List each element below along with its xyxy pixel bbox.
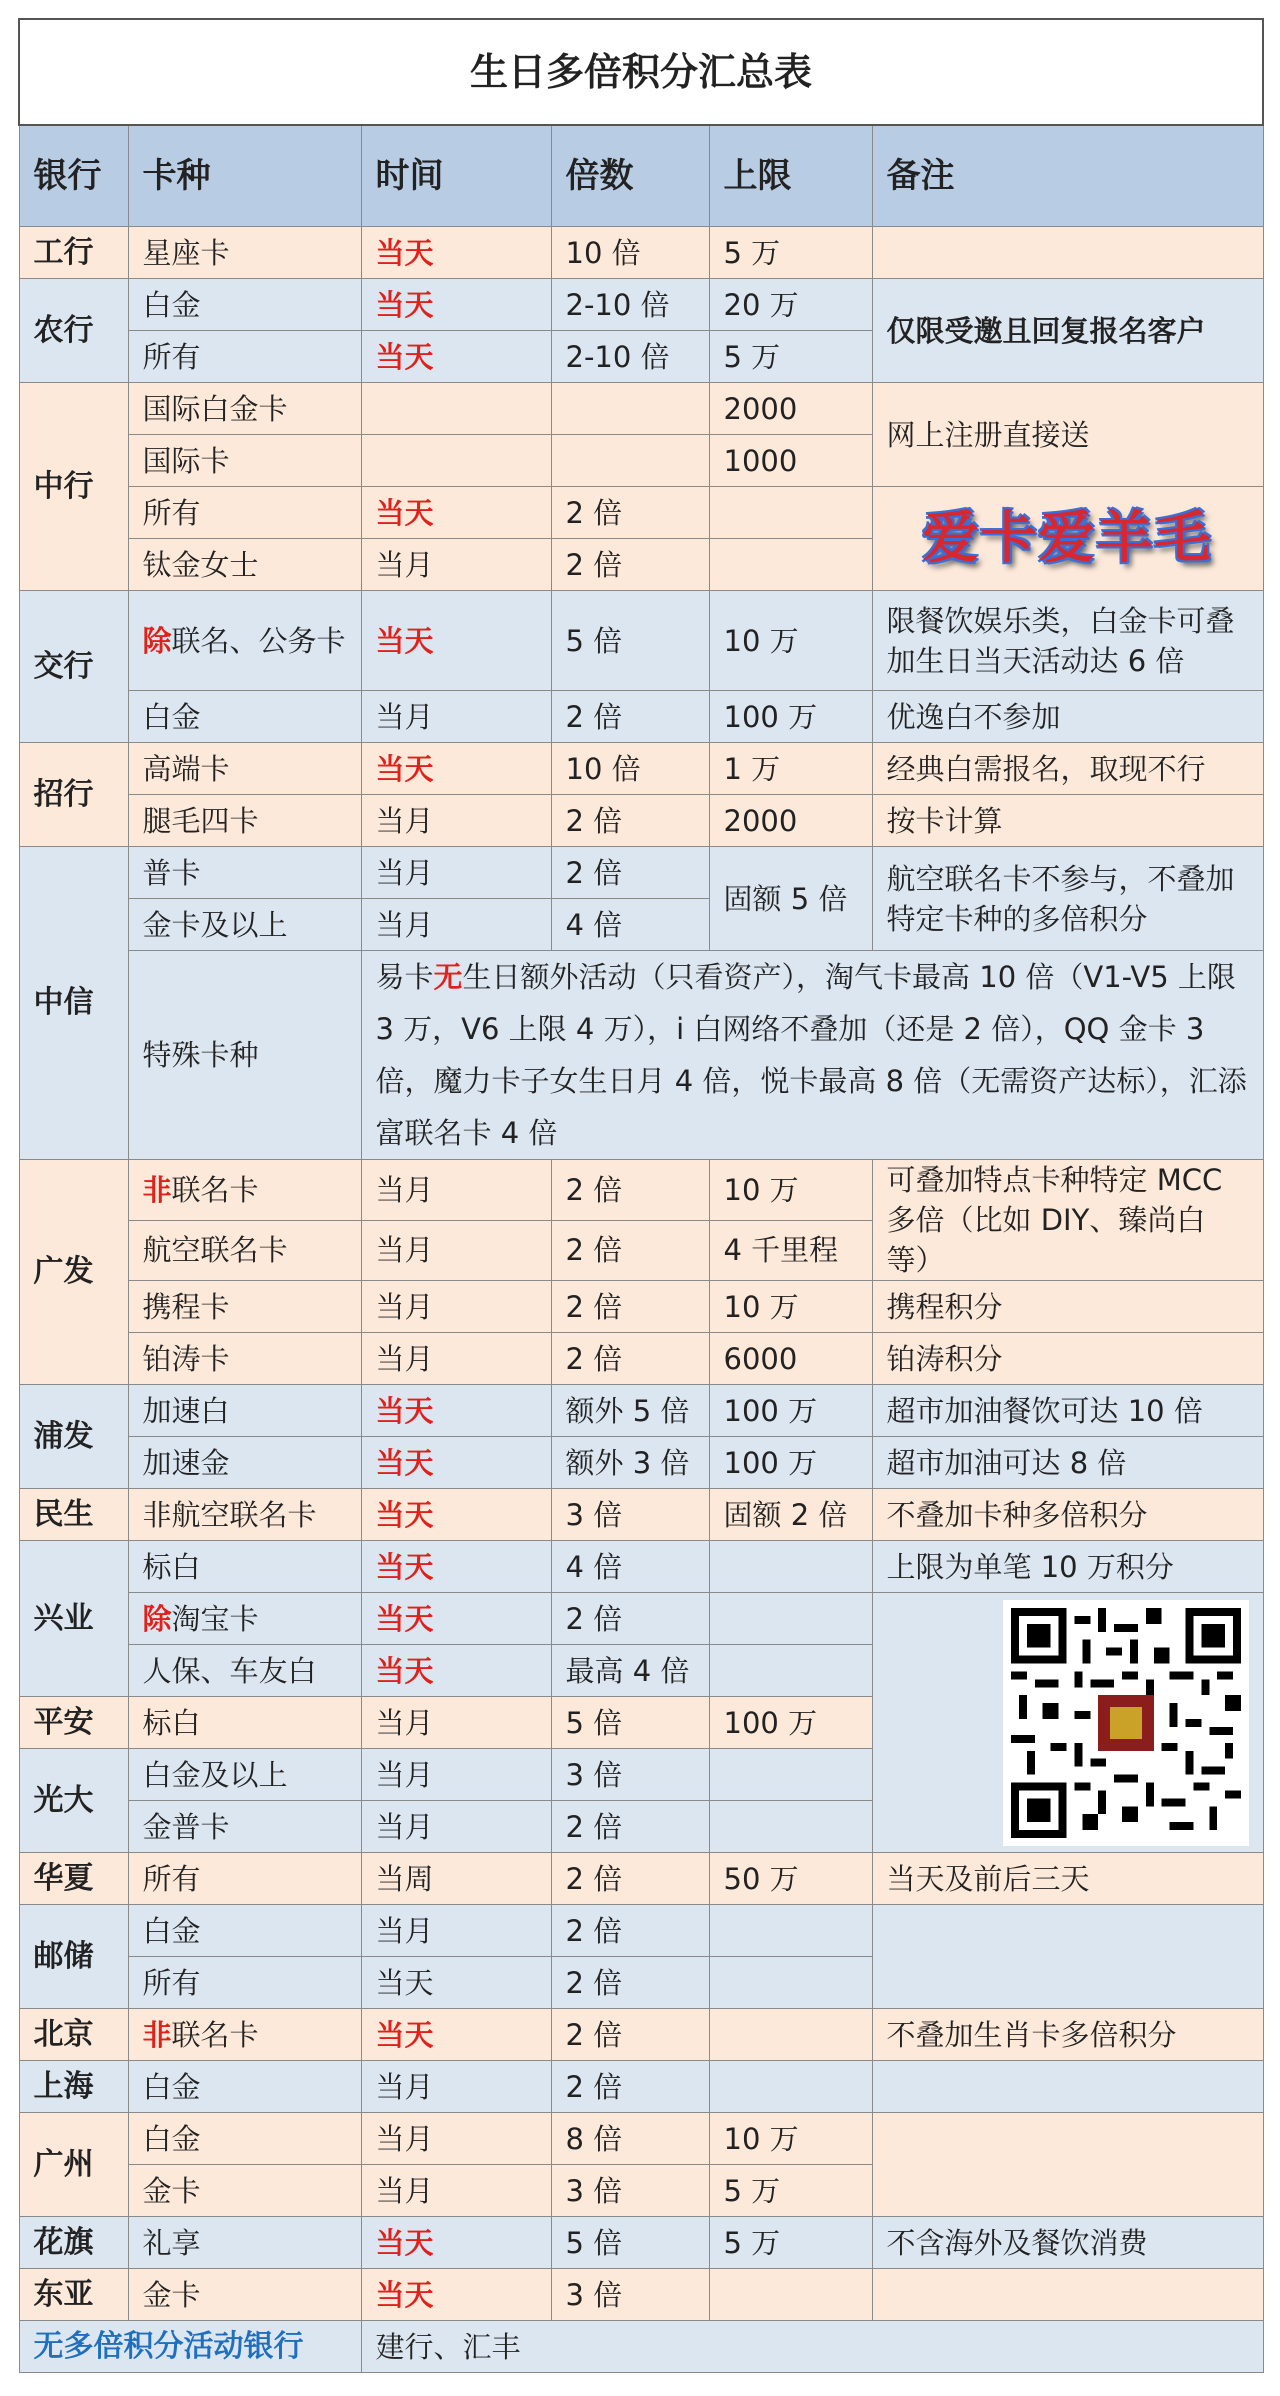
time: 当天 <box>361 2217 551 2269</box>
limit: 5 万 <box>709 227 872 279</box>
note: 航空联名卡不参与，不叠加特定卡种的多倍积分 <box>872 847 1263 951</box>
time: 当月 <box>361 1220 551 1281</box>
limit: 100 万 <box>709 1697 872 1749</box>
bank-name: 上海 <box>19 2061 128 2113</box>
card-type: 标白 <box>128 1541 361 1593</box>
card-type: 腿毛四卡 <box>128 795 361 847</box>
bank-name: 农行 <box>19 279 128 383</box>
bank-name: 花旗 <box>19 2217 128 2269</box>
time: 当月 <box>361 691 551 743</box>
time: 当天 <box>361 743 551 795</box>
bank-name: 北京 <box>19 2009 128 2061</box>
note <box>872 227 1263 279</box>
time: 当天 <box>361 2009 551 2061</box>
bank-name: 平安 <box>19 1697 128 1749</box>
card-type: 所有 <box>128 1853 361 1905</box>
footer-row <box>19 2321 1263 2373</box>
limit: 100 万 <box>709 1385 872 1437</box>
card-type: 标白 <box>128 1697 361 1749</box>
card-type: 非航空联名卡 <box>128 1489 361 1541</box>
multiplier: 2 倍 <box>551 539 709 591</box>
no-multiplier-label: 无多倍积分活动银行 <box>19 2321 361 2373</box>
card-type: 白金 <box>128 2113 361 2165</box>
time: 当天 <box>361 331 551 383</box>
multiplier: 最高 4 倍 <box>551 1645 709 1697</box>
card-type: 所有 <box>128 1957 361 2009</box>
limit: 固额 5 倍 <box>709 847 872 951</box>
limit: 100 万 <box>709 691 872 743</box>
multiplier: 4 倍 <box>551 899 709 951</box>
header-time: 时间 <box>361 125 551 227</box>
note <box>872 1593 1263 1853</box>
card-type: 金卡及以上 <box>128 899 361 951</box>
table-row <box>19 383 1263 435</box>
time: 当月 <box>361 847 551 899</box>
time: 当天 <box>361 487 551 539</box>
time: 当月 <box>361 1697 551 1749</box>
time: 当月 <box>361 1160 551 1221</box>
bank-name: 光大 <box>19 1749 128 1853</box>
card-type: 白金 <box>128 691 361 743</box>
time: 当天 <box>361 1437 551 1489</box>
table-row <box>19 691 1263 743</box>
multiplier: 3 倍 <box>551 1749 709 1801</box>
multiplier <box>551 435 709 487</box>
bank-name: 兴业 <box>19 1541 128 1697</box>
card-type: 国际卡 <box>128 435 361 487</box>
limit <box>709 2269 872 2321</box>
limit: 20 万 <box>709 279 872 331</box>
limit <box>709 1541 872 1593</box>
note: 易卡无生日额外活动（只看资产），淘气卡最高 10 倍（V1-V5 上限 3 万，V6 上限 4 万），i 白网络不叠加（还是 2 倍），QQ 金卡 3 倍，魔力卡子女生日月 4 倍，悦卡最高 8 倍（无需资产达标），汇添富联名卡 4 倍 <box>361 951 1263 1160</box>
card-type: 白金及以上 <box>128 1749 361 1801</box>
multiplier: 2 倍 <box>551 1160 709 1221</box>
table-row <box>19 1853 1263 1905</box>
card-type: 加速金 <box>128 1437 361 1489</box>
limit: 5 万 <box>709 2217 872 2269</box>
bank-name: 中行 <box>19 383 128 591</box>
limit <box>709 1957 872 2009</box>
time: 当月 <box>361 795 551 847</box>
card-type: 非联名卡 <box>128 2009 361 2061</box>
multiplier: 4 倍 <box>551 1541 709 1593</box>
multiplier: 2 倍 <box>551 795 709 847</box>
limit: 5 万 <box>709 331 872 383</box>
limit: 50 万 <box>709 1853 872 1905</box>
table-row <box>19 1281 1263 1333</box>
card-type: 白金 <box>128 2061 361 2113</box>
time: 当天 <box>361 279 551 331</box>
note: 携程积分 <box>872 1281 1263 1333</box>
bank-name: 广州 <box>19 2113 128 2217</box>
table-row <box>19 1905 1263 1957</box>
limit <box>709 487 872 539</box>
multiplier: 2 倍 <box>551 2061 709 2113</box>
card-type: 非联名卡 <box>128 1160 361 1221</box>
time: 当月 <box>361 899 551 951</box>
table-row <box>19 1593 1263 1645</box>
multiplier: 2 倍 <box>551 847 709 899</box>
card-type: 国际白金卡 <box>128 383 361 435</box>
card-type: 所有 <box>128 487 361 539</box>
card-type: 金普卡 <box>128 1801 361 1853</box>
time: 当天 <box>361 1385 551 1437</box>
note <box>872 2269 1263 2321</box>
note: 限餐饮娱乐类，白金卡可叠加生日当天活动达 6 倍 <box>872 591 1263 691</box>
header-bank: 银行 <box>19 125 128 227</box>
multiplier: 2 倍 <box>551 2009 709 2061</box>
table-row <box>19 1437 1263 1489</box>
table-row <box>19 2269 1263 2321</box>
card-type: 航空联名卡 <box>128 1220 361 1281</box>
note: 网上注册直接送 <box>872 383 1263 487</box>
card-type: 普卡 <box>128 847 361 899</box>
multiplier: 3 倍 <box>551 1489 709 1541</box>
table-row <box>19 2113 1263 2165</box>
card-type: 白金 <box>128 279 361 331</box>
card-type: 人保、车友白 <box>128 1645 361 1697</box>
time: 当月 <box>361 1905 551 1957</box>
time: 当月 <box>361 2165 551 2217</box>
multiplier: 2 倍 <box>551 691 709 743</box>
card-type: 金卡 <box>128 2269 361 2321</box>
multiplier: 2 倍 <box>551 1333 709 1385</box>
card-type: 携程卡 <box>128 1281 361 1333</box>
card-type: 所有 <box>128 331 361 383</box>
card-type: 铂涛卡 <box>128 1333 361 1385</box>
time: 当天 <box>361 227 551 279</box>
watermark-logo: 爱卡爱羊毛 <box>922 505 1213 571</box>
bank-name: 东亚 <box>19 2269 128 2321</box>
table-row <box>19 2217 1263 2269</box>
multiplier: 2 倍 <box>551 487 709 539</box>
page-title: 生日多倍积分汇总表 <box>19 19 1263 125</box>
limit: 4 千里程 <box>709 1220 872 1281</box>
limit: 6000 <box>709 1333 872 1385</box>
summary-table-container <box>18 18 1262 2373</box>
limit: 1000 <box>709 435 872 487</box>
multiplier: 3 倍 <box>551 2269 709 2321</box>
bank-name: 招行 <box>19 743 128 847</box>
no-multiplier-banks: 建行、汇丰 <box>361 2321 1263 2373</box>
table-row <box>19 1541 1263 1593</box>
note: 不含海外及餐饮消费 <box>872 2217 1263 2269</box>
card-type: 除淘宝卡 <box>128 1593 361 1645</box>
card-type: 金卡 <box>128 2165 361 2217</box>
multiplier: 5 倍 <box>551 1697 709 1749</box>
table-row <box>19 847 1263 899</box>
time: 当周 <box>361 1853 551 1905</box>
note: 当天及前后三天 <box>872 1853 1263 1905</box>
time: 当天 <box>361 1645 551 1697</box>
limit <box>709 2061 872 2113</box>
note: 上限为单笔 10 万积分 <box>872 1541 1263 1593</box>
time <box>361 435 551 487</box>
limit: 10 万 <box>709 1281 872 1333</box>
table-row <box>19 1489 1263 1541</box>
note: 优逸白不参加 <box>872 691 1263 743</box>
note: 不叠加卡种多倍积分 <box>872 1489 1263 1541</box>
time: 当天 <box>361 1957 551 2009</box>
table-row <box>19 227 1263 279</box>
header-limit: 上限 <box>709 125 872 227</box>
limit: 1 万 <box>709 743 872 795</box>
table-row <box>19 487 1263 539</box>
multiplier: 10 倍 <box>551 227 709 279</box>
time: 当月 <box>361 2061 551 2113</box>
bank-name: 华夏 <box>19 1853 128 1905</box>
time: 当月 <box>361 1749 551 1801</box>
multiplier: 2 倍 <box>551 1853 709 1905</box>
note: 仅限受邀且回复报名客户 <box>872 279 1263 383</box>
bank-name: 广发 <box>19 1160 128 1385</box>
bank-name: 工行 <box>19 227 128 279</box>
card-type: 礼享 <box>128 2217 361 2269</box>
limit: 10 万 <box>709 2113 872 2165</box>
time: 当天 <box>361 2269 551 2321</box>
multiplier: 3 倍 <box>551 2165 709 2217</box>
multiplier: 2 倍 <box>551 1801 709 1853</box>
limit <box>709 539 872 591</box>
header-multiplier: 倍数 <box>551 125 709 227</box>
time: 当月 <box>361 1333 551 1385</box>
multiplier: 2 倍 <box>551 1220 709 1281</box>
table-row <box>19 795 1263 847</box>
note: 超市加油餐饮可达 10 倍 <box>872 1385 1263 1437</box>
header-note: 备注 <box>872 125 1263 227</box>
time: 当天 <box>361 1593 551 1645</box>
time: 当天 <box>361 1541 551 1593</box>
multiplier: 2-10 倍 <box>551 331 709 383</box>
multiplier: 2 倍 <box>551 1281 709 1333</box>
multiplier: 2 倍 <box>551 1593 709 1645</box>
multiplier <box>551 383 709 435</box>
card-type: 特殊卡种 <box>128 951 361 1160</box>
table-row <box>19 591 1263 691</box>
note: 经典白需报名，取现不行 <box>872 743 1263 795</box>
card-type: 加速白 <box>128 1385 361 1437</box>
table-row <box>19 2009 1263 2061</box>
time: 当月 <box>361 539 551 591</box>
qr-code-icon <box>1003 1600 1249 1846</box>
header-row <box>19 125 1263 227</box>
table-row <box>19 951 1263 1160</box>
time: 当天 <box>361 591 551 691</box>
bank-name: 民生 <box>19 1489 128 1541</box>
multiplier: 2-10 倍 <box>551 279 709 331</box>
note: 铂涛积分 <box>872 1333 1263 1385</box>
limit <box>709 1801 872 1853</box>
multiplier: 额外 3 倍 <box>551 1437 709 1489</box>
limit: 100 万 <box>709 1437 872 1489</box>
limit: 5 万 <box>709 2165 872 2217</box>
bank-name: 邮储 <box>19 1905 128 2009</box>
note <box>872 2061 1263 2113</box>
multiplier: 额外 5 倍 <box>551 1385 709 1437</box>
limit <box>709 2009 872 2061</box>
time: 当天 <box>361 1489 551 1541</box>
table-row <box>19 1333 1263 1385</box>
note <box>872 1905 1263 2009</box>
card-type: 白金 <box>128 1905 361 1957</box>
multiplier: 5 倍 <box>551 591 709 691</box>
note: 可叠加特点卡种特定 MCC 多倍（比如 DIY、臻尚白等） <box>872 1160 1263 1281</box>
header-card-type: 卡种 <box>128 125 361 227</box>
limit <box>709 1749 872 1801</box>
note: 按卡计算 <box>872 795 1263 847</box>
limit: 2000 <box>709 795 872 847</box>
multiplier: 10 倍 <box>551 743 709 795</box>
card-type: 钛金女士 <box>128 539 361 591</box>
table-row <box>19 743 1263 795</box>
bank-name: 中信 <box>19 847 128 1160</box>
limit: 10 万 <box>709 591 872 691</box>
time: 当月 <box>361 1801 551 1853</box>
multiplier: 2 倍 <box>551 1905 709 1957</box>
card-type: 除联名、公务卡 <box>128 591 361 691</box>
limit <box>709 1645 872 1697</box>
card-type: 星座卡 <box>128 227 361 279</box>
note <box>872 2113 1263 2217</box>
limit: 固额 2 倍 <box>709 1489 872 1541</box>
card-type: 高端卡 <box>128 743 361 795</box>
limit <box>709 1593 872 1645</box>
time: 当月 <box>361 2113 551 2165</box>
multiplier: 5 倍 <box>551 2217 709 2269</box>
time <box>361 383 551 435</box>
limit: 2000 <box>709 383 872 435</box>
note: 不叠加生肖卡多倍积分 <box>872 2009 1263 2061</box>
bank-name: 浦发 <box>19 1385 128 1489</box>
multiplier: 2 倍 <box>551 1957 709 2009</box>
table-row <box>19 1160 1263 1221</box>
note <box>872 487 1263 591</box>
note: 超市加油可达 8 倍 <box>872 1437 1263 1489</box>
limit: 10 万 <box>709 1160 872 1221</box>
table-row <box>19 2061 1263 2113</box>
birthday-points-table <box>18 18 1264 2373</box>
time: 当月 <box>361 1281 551 1333</box>
table-row <box>19 279 1263 331</box>
table-row <box>19 1385 1263 1437</box>
bank-name: 交行 <box>19 591 128 743</box>
limit <box>709 1905 872 1957</box>
multiplier: 8 倍 <box>551 2113 709 2165</box>
